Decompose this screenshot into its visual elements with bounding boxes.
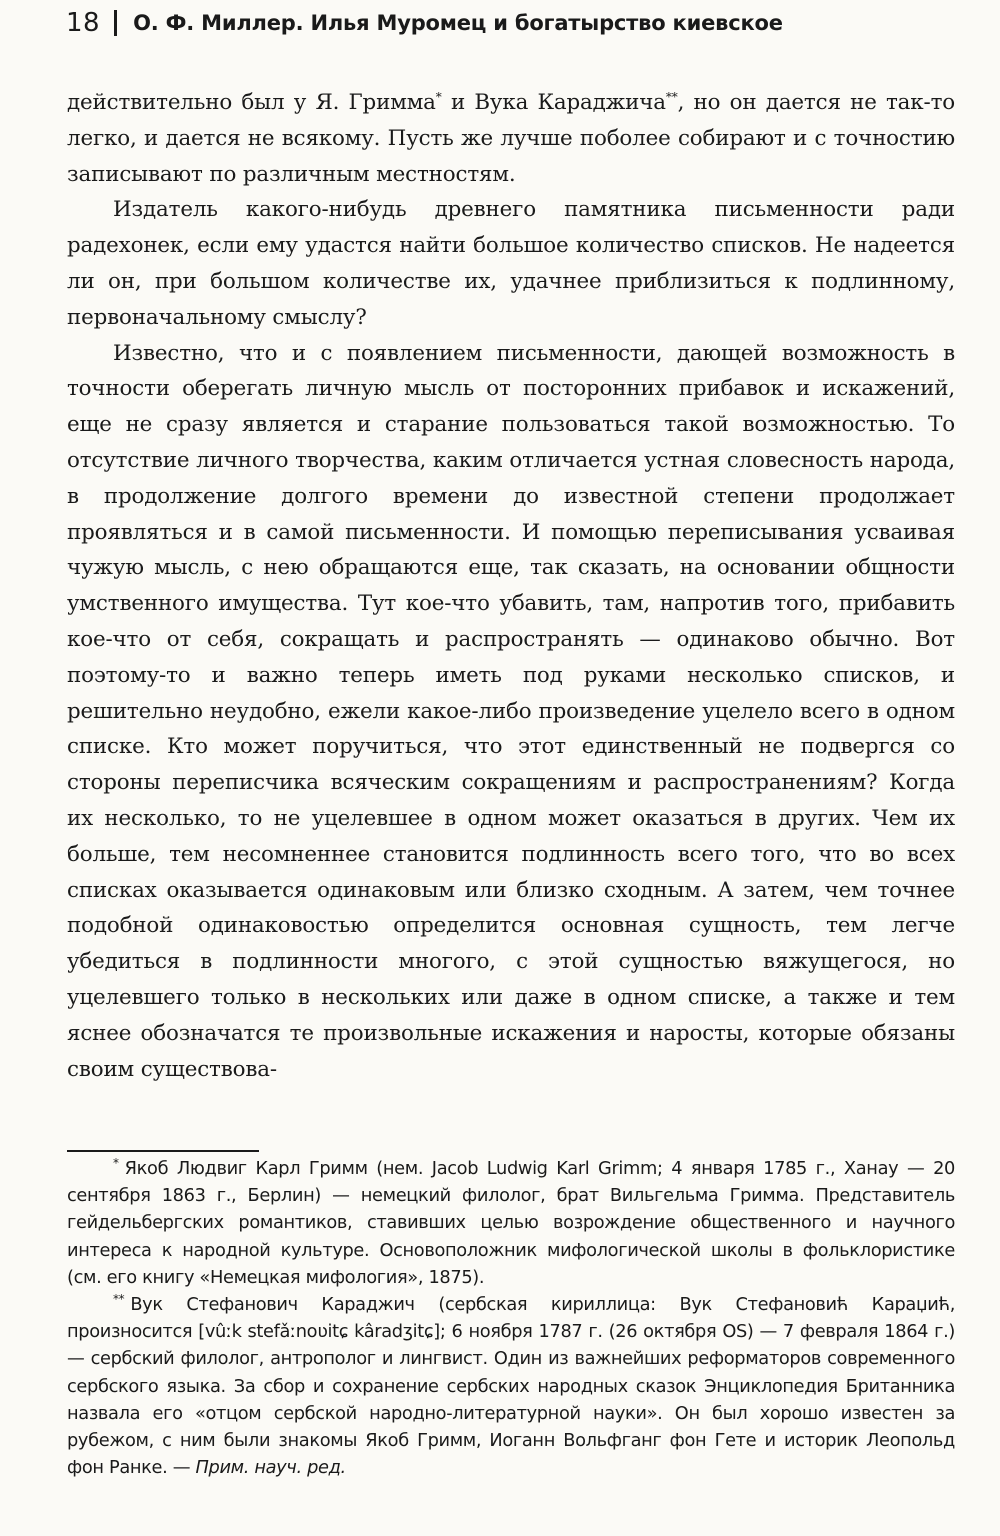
paragraph-1 <box>67 85 955 192</box>
footnote-2-text: Вук Стефанович Караджич (сербская кириллица: Вук Стефановић Караџић, произносится [vûːk stefǎːnoʋitɕ kâradʒitɕ]; 6 ноября 1787 г. (26 октября OS) — 7 февраля 1864 г.) — сербский филолог, антрополог и лингвист. Один из важнейших реформаторов современного сербского языка. За сбор и сохранение сербских народных сказок Энциклопедия Британника назвала его «отцом сербской народно-литературной науки». Он был хорошо известен за рубежом, с ним были знакомы Якоб Гримм, Иоганн Вольфганг фон Гете и историк Леопольд фон Ранке. — <box>67 1294 955 1479</box>
main-text <box>67 85 955 1087</box>
running-head <box>66 6 966 40</box>
footnote-ref-2: ** <box>665 89 678 104</box>
footnote-1-mark: * <box>113 1156 119 1171</box>
page-number: 18 <box>66 8 101 38</box>
paragraph-3: Известно, что и с появлением письменности, дающей возможность в точности оберегать личную мысль от посторонних прибавок и искажений, еще не сразу является и старание пользоваться такой возможностью. То отсутствие личного творчества, каким отличается устная словесность народа, в продолжение долгого времени до известной степени продолжает проявляться и в самой письменности. И помощью переписывания усваивая чужую мысль, с нею обращаются еще, так сказать, на основании общности умственного имущества. Тут кое-что убавить, там, напротив того, прибавить кое-что от себя, сокращать и распространять — одинаково обычно. Вот поэтому-то и важно теперь иметь под руками несколько списков, и решительно неудобно, ежели какое-либо произведение уцелело всего в одном списке. Кто может поручиться, что этот единственный не подвергся со стороны переписчика всяческим сокращениям и распространениям? Когда их несколько, то не уцелевшее в одном может оказаться в других. Чем их больше, тем несомненнее становится подлинность всего того, что во всех списках оказывается одинаковым или близко сходным. А затем, чем точнее подобной одинаковостью определится основная сущность, тем легче убедиться в подлинности многого, с этой сущностью вяжущегося, но уцелевшего только в нескольких или даже в одном списке, а также и тем яснее обозначатся те произвольные искажения и наросты, которые обязаны своим существова- <box>67 340 955 1082</box>
paragraph-1-part-c: , но он дается не так-то легко, и дается не всякому. Пусть же лучше поболее собирают и с точностию записывают по различным местностям. <box>67 90 955 187</box>
footnotes <box>67 1155 955 1481</box>
footnote-2-mark: ** <box>113 1292 125 1307</box>
paragraph-2: Издатель какого-нибудь древнего памятника письменности ради радехонек, если ему удастся найти большое количество списков. Не надеется ли он, при большом количестве их, удачнее приблизиться к подлинному, первоначальному смыслу? <box>67 197 955 330</box>
footnote-2 <box>67 1291 955 1481</box>
editor-note: Прим. науч. ред. <box>195 1457 346 1479</box>
header-separator <box>114 10 117 36</box>
paragraph-1-part-a: действительно был у Я. Гримма <box>67 90 436 115</box>
footnote-1-text: Якоб Людвиг Карл Гримм (нем. Jacob Ludwig Karl Grimm; 4 января 1785 г., Ханау — 20 сентября 1863 г., Берлин) — немецкий филолог, брат Вильгельма Гримма. Представитель гейдельбергских романтиков, ставивших целью возрождение общественного и научного интереса к народной культуре. Основоположник мифологической школы в фольклористике (см. его книгу «Немецкая мифология», 1875). <box>67 1158 955 1288</box>
footnote-ref-1: * <box>435 89 442 104</box>
running-title: О. Ф. Миллер. Илья Муромец и богатырство киевское <box>133 11 783 35</box>
paragraph-1-part-b: и Вука Караджича <box>441 90 666 115</box>
footnote-1 <box>67 1155 955 1291</box>
footnote-rule <box>67 1150 259 1152</box>
